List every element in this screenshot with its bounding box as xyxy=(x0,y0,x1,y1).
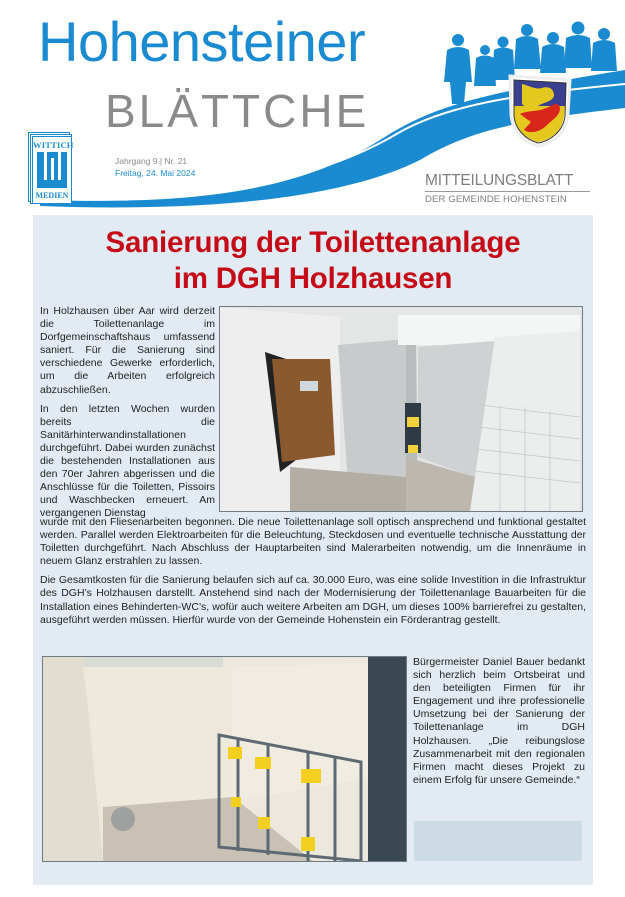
article-paragraph: In den letzten Wochen wurden bereits die Sanitärhinterwandinstallationen durchgeführt. Dabei wurden zunächst die bestehenden Installationen aus den 70er Jahren abgerissen und die Anschlüsse für die Toiletten, Pissoirs und Waschbecken erneuert. Am vergangenen Dienstag xyxy=(40,402,215,520)
photo-sanitary-frames-illustration xyxy=(43,657,406,861)
placeholder-box xyxy=(414,821,582,861)
bulletin-divider xyxy=(425,191,590,192)
issue-number: Jahrgang 9 | Nr. 21 xyxy=(115,156,188,166)
headline-line-1: Sanierung der Toilettenanlage xyxy=(105,226,521,259)
article-paragraph: In Holzhausen über Aar wird derzeit die Toilettenanlage im Dorfgemeinschaftshaus umfassend saniert. Für die Sanierung sind verschiedene Gewerke erforderlich, um die Arbeiten erfolgreich abzuschließen. xyxy=(40,305,215,396)
photo-toilet-room-illustration xyxy=(220,307,582,511)
article-paragraph: wurde mit den Fliesenarbeiten begonnen. Die neue Toilettenanlage soll optisch ansprechend und funktional gestaltet werden. Parallel werden Elektroarbeiten für die Beleuchtung, Steckdosen und eventuelle technische Ausstattung der Toiletten durchgeführt. Nach Abschluss der Hauptarbeiten sind Malerarbeiten notwendig, um die Innenräume in neuem Glanz erstrahlen zu lassen. xyxy=(40,516,586,568)
masthead xyxy=(0,0,625,210)
article-photo-sanitary-frames xyxy=(42,656,407,862)
logo-w-mark-icon xyxy=(37,152,67,188)
logo-top-text: WITTICH xyxy=(33,140,74,150)
newspaper-subtitle: BLÄTTCHE xyxy=(105,85,370,137)
wittich-medien-logo xyxy=(28,132,72,204)
article-headline xyxy=(33,225,593,297)
article-paragraph: Bürgermeister Daniel Bauer bedankt sich herzlich beim Ortsbeirat und den beteiligten Firmen für ihr Engagement und ihre professionelle Umsetzung bei der Sanierung der Toilettenanlage im DGH Holzhausen. „Die reibungslose Zusammenarbeit mit den regionalen Firmen macht dieses Projekt zu einem Erfolg für unsere Gemeinde.“ xyxy=(413,656,585,786)
coat-of-arms-icon xyxy=(508,70,572,148)
article-paragraph: Die Gesamtkosten für die Sanierung belaufen sich auf ca. 30.000 Euro, was eine solide Investition in die Infrastruktur des DGH’s Holzhausen darstellt. Anstehend sind nach der Modernisierung der Toilettenanlage Bauarbeiten für die Installation eines Behinderten-WC’s, wofür auch weitere Arbeiten am DGH, um dieses 100% barrierefrei zu gestalten, ausgeführt werden müssen. Hierfür wurde von der Gemeinde Hohenstein ein Förderantrag gestellt. xyxy=(40,574,586,626)
article-column-right xyxy=(413,656,585,793)
article-body-full-width xyxy=(40,516,586,633)
bulletin-subtitle: DER GEMEINDE HOHENSTEIN xyxy=(425,194,567,205)
article-panel xyxy=(33,215,593,885)
article-photo-toilet-room xyxy=(219,306,583,512)
issue-date: Freitag, 24. Mai 2024 xyxy=(115,168,196,178)
headline-line-2: im DGH Holzhausen xyxy=(173,262,453,295)
logo-bottom-text: MEDIEN xyxy=(35,191,69,200)
bulletin-title: MITTEILUNGSBLATT xyxy=(425,172,574,189)
article-column-left xyxy=(40,305,215,521)
newspaper-title: Hohensteiner xyxy=(38,10,366,73)
